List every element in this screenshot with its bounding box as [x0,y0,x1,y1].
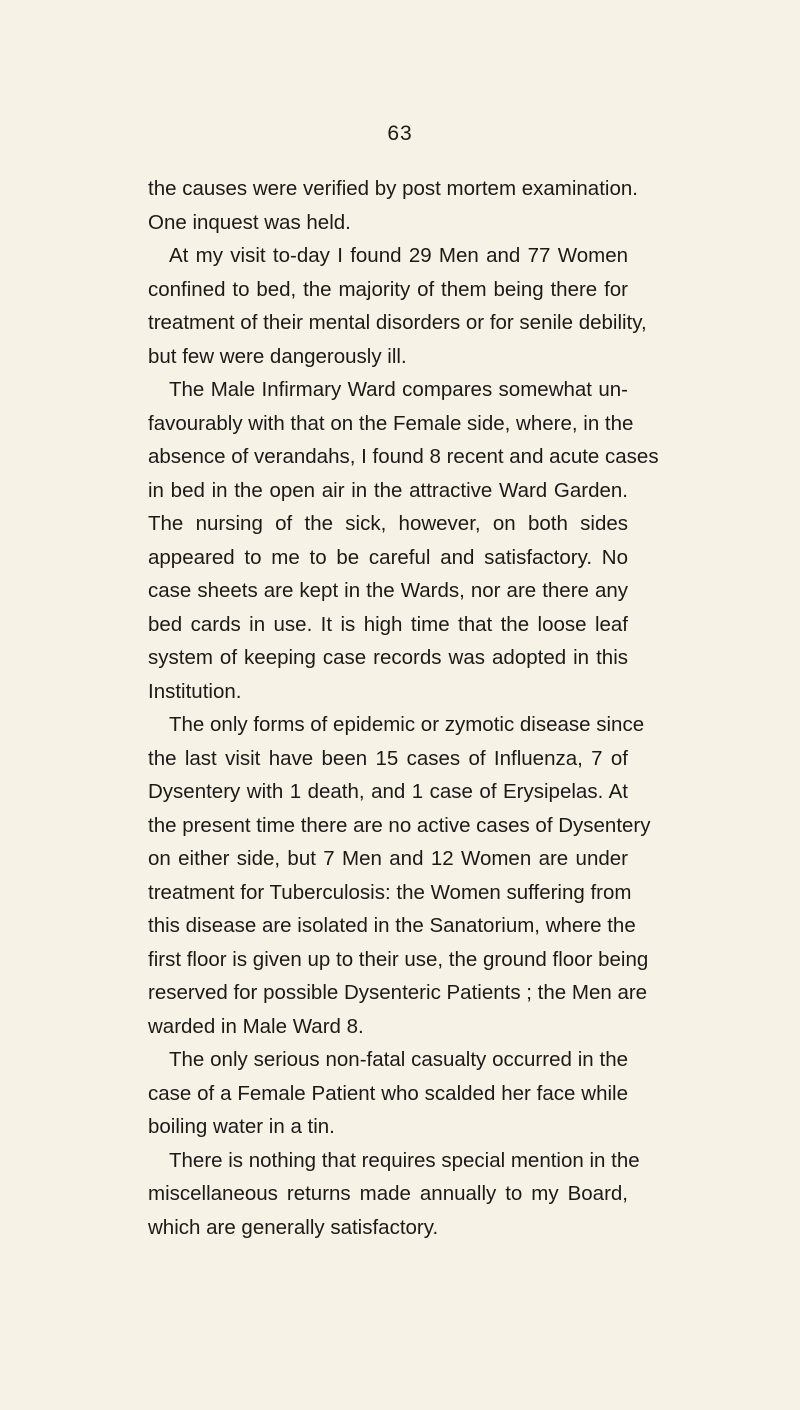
text-line: this disease are isolated in the Sanatorium, where the [148,914,636,937]
text-line: treatment of their mental disorders or for senile debility, [148,311,647,334]
text-line: the causes were verified by post mortem examination. [148,177,638,200]
text-line: on either side, but 7 Men and 12 Women are under [148,847,628,870]
body-text [148,172,659,1244]
text-line: The Male Infirmary Ward compares somewhat un- [169,378,628,401]
text-line: appeared to me to be careful and satisfactory. No [148,545,628,569]
text-line: in bed in the open air in the attractive Ward Garden. [148,478,628,502]
text-line: bed cards in use. It is high time that the loose leaf [148,612,628,636]
text-line: confined to bed, the majority of them being there for [148,277,628,301]
text-line: case sheets are kept in the Wards, nor are there any [148,579,628,602]
text-line: At my visit to-day I found 29 Men and 77 Women [169,244,628,267]
text-line: the present time there are no active cases of Dysentery [148,813,651,837]
text-line: The nursing of the sick, however, on both sides [148,512,628,535]
text-line: absence of verandahs, I found 8 recent and acute cases [148,445,659,468]
text-line: the last visit have been 15 cases of Influenza, 7 of [148,746,628,770]
text-line: system of keeping case records was adopted in this [148,646,628,669]
text-line: boiling water in a tin. [148,1115,335,1138]
text-line: miscellaneous returns made annually to my Board, [148,1182,628,1205]
text-line: favourably with that on the Female side, where, in the [148,411,634,435]
text-line: Dysentery with 1 death, and 1 case of Erysipelas. At [148,780,628,803]
text-line: warded in Male Ward 8. [148,1014,364,1038]
text-line: but few were dangerously ill. [148,344,407,368]
text-line: There is nothing that requires special mention in the [169,1148,640,1172]
text-line: The only serious non-fatal casualty occurred in the [169,1048,628,1071]
text-line: The only forms of epidemic or zymotic disease since [169,713,645,736]
page-number: 63 [387,122,413,145]
text-line: first floor is given up to their use, the ground floor being [148,947,649,971]
text-line: which are generally satisfactory. [148,1215,439,1239]
text-line: reserved for possible Dysenteric Patients ; the Men are [148,981,648,1004]
text-line: Institution. [148,679,242,703]
text-line: treatment for Tuberculosis: the Women suffering from [148,880,632,904]
text-line: One inquest was held. [148,210,351,234]
text-line: case of a Female Patient who scalded her face while [148,1081,628,1105]
